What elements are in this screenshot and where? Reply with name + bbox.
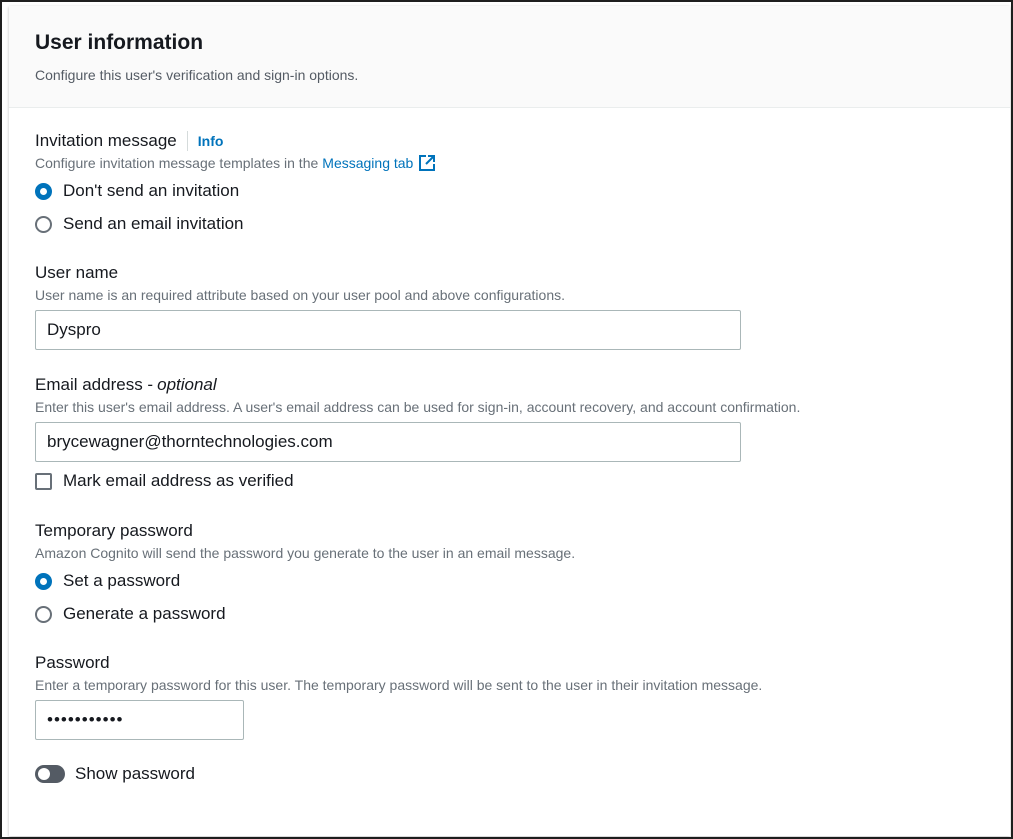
- toggle-switch-icon[interactable]: [35, 765, 65, 783]
- password-input[interactable]: [35, 700, 244, 740]
- password-field: [35, 652, 762, 784]
- user-information-panel: [9, 6, 1010, 836]
- radio-unselected-icon[interactable]: [35, 216, 52, 233]
- password-description: Enter a temporary password for this user. The temporary password will be sent to the user in their invitation message.: [35, 677, 763, 693]
- checkbox-icon[interactable]: [35, 473, 52, 490]
- invitation-description-text: Configure invitation message templates in the: [35, 155, 319, 171]
- password-label: Password: [35, 653, 110, 672]
- panel-title: User information: [35, 31, 204, 54]
- radio-label: Send an email invitation: [63, 214, 244, 233]
- radio-selected-icon[interactable]: [35, 183, 52, 200]
- username-label: User name: [35, 263, 119, 282]
- radio-generate-password[interactable]: [35, 601, 575, 627]
- checkbox-label: Mark email address as verified: [63, 471, 294, 490]
- email-label: [35, 374, 800, 396]
- email-description: Enter this user's email address. A user's email address can be used for sign-in, account recovery, and account confirmation.: [35, 399, 801, 415]
- username-field: [35, 262, 741, 350]
- temporary-password-description: Amazon Cognito will send the password you generate to the user in an email message.: [35, 545, 576, 561]
- show-password-toggle[interactable]: [35, 764, 762, 784]
- invitation-label-text: Invitation message: [35, 131, 177, 150]
- radio-unselected-icon[interactable]: [35, 606, 52, 623]
- email-field: [35, 374, 800, 494]
- radio-dont-send-invitation[interactable]: [35, 178, 436, 204]
- radio-label: Don't send an invitation: [63, 181, 240, 200]
- radio-label: Set a password: [63, 571, 181, 590]
- radio-selected-icon[interactable]: [35, 573, 52, 590]
- show-password-label: Show password: [75, 764, 196, 783]
- temporary-password-field: [35, 520, 575, 627]
- info-link[interactable]: Info: [187, 131, 224, 151]
- radio-label: Generate a password: [63, 604, 226, 623]
- invitation-message-label: [35, 130, 436, 152]
- username-input[interactable]: [35, 310, 741, 350]
- username-description: User name is an required attribute based on your user pool and above configurations.: [35, 287, 565, 303]
- messaging-tab-link[interactable]: Messaging tab: [322, 155, 414, 171]
- mark-email-verified-checkbox[interactable]: [35, 468, 800, 494]
- email-input[interactable]: [35, 422, 741, 462]
- radio-set-password[interactable]: [35, 568, 575, 594]
- invitation-message-field: [35, 130, 436, 237]
- radio-send-email-invitation[interactable]: [35, 211, 436, 237]
- panel-description: Configure this user's verification and sign-in options.: [35, 67, 359, 83]
- optional-label: optional: [157, 375, 217, 394]
- invitation-description: [35, 154, 436, 172]
- external-link-icon[interactable]: [418, 154, 436, 172]
- panel-header: [9, 6, 1010, 108]
- email-label-text: Email address -: [35, 375, 154, 394]
- temporary-password-label: Temporary password: [35, 521, 193, 540]
